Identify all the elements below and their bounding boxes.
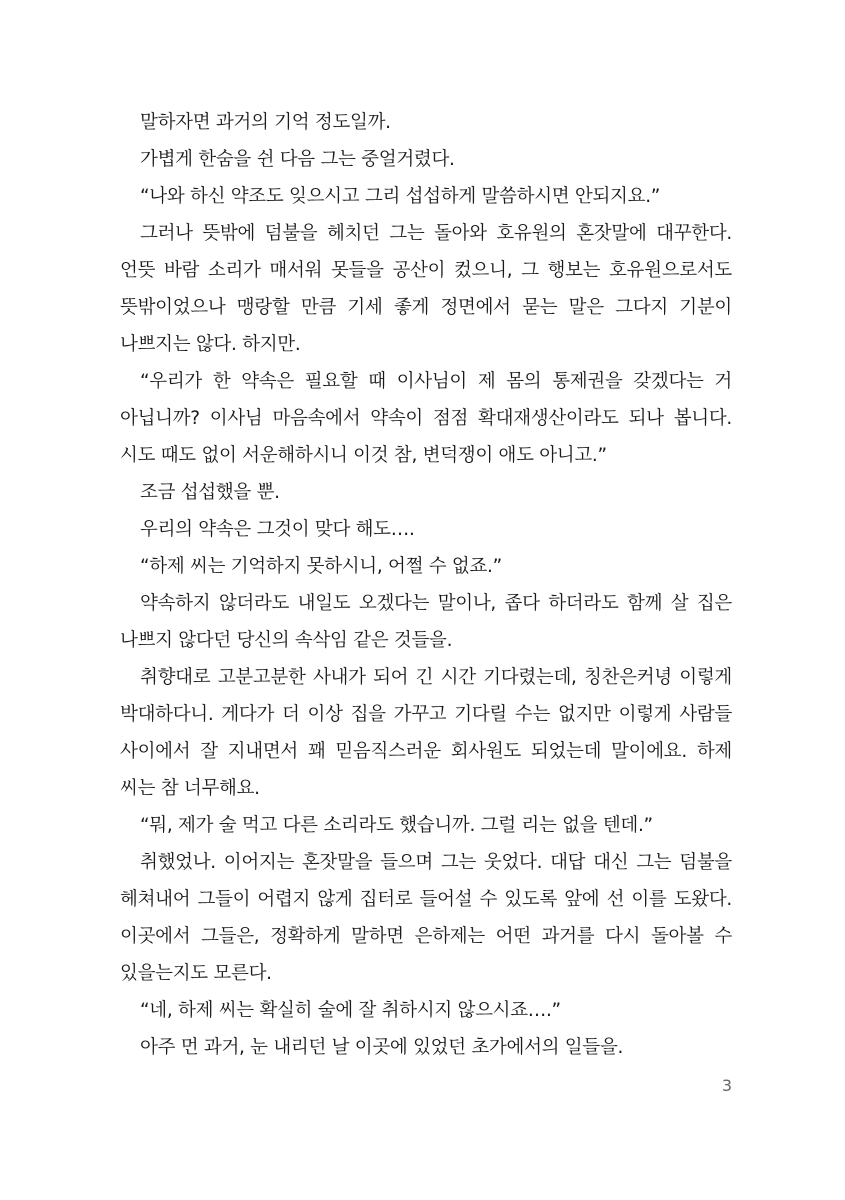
- paragraph-5: “우리가 한 약속은 필요할 때 이사님이 제 몸의 통제권을 갖겠다는 거 아닙니까? 이사님 마음속에서 약속이 점점 확대재생산이라도 되나 봅니다. 시도 때도 없이 서운해하시니 이것 참, 변덕쟁이 애도 아니고.”: [120, 371, 732, 466]
- paragraph-2: 가볍게 한숨을 쉰 다음 그는 중얼거렸다.: [140, 149, 455, 170]
- paragraph-14: 아주 먼 과거, 눈 내리던 날 이곳에 있었던 초가에서의 일들을.: [140, 1037, 624, 1058]
- paragraph-7: 우리의 약속은 그것이 맞다 해도….: [140, 519, 415, 540]
- paragraph-11: “뭐, 제가 술 먹고 다른 소리라도 했습니까. 그럴 리는 없을 텐데.”: [140, 815, 653, 836]
- document-body: [120, 104, 732, 1066]
- paragraph-1: 말하자면 과거의 기억 정도일까.: [140, 112, 391, 133]
- paragraph-13: “네, 하제 씨는 확실히 술에 잘 취하시지 않으시죠….”: [140, 1000, 561, 1021]
- paragraph-12: 취했었나. 이어지는 혼잣말을 들으며 그는 웃었다. 대답 대신 그는 덤불을 헤쳐내어 그들이 어렵지 않게 집터로 들어설 수 있도록 앞에 선 이를 도왔다. 이곳에서 그들은, 정확하게 말하면 은하제는 어떤 과거를 다시 돌아볼 수 있을는지도 모른다.: [120, 852, 732, 984]
- paragraph-6: 조금 섭섭했을 뿐.: [140, 482, 280, 503]
- paragraph-10: 취향대로 고분고분한 사내가 되어 긴 시간 기다렸는데, 칭찬은커녕 이렇게 박대하다니. 게다가 더 이상 집을 가꾸고 기다릴 수는 없지만 이렇게 사람들 사이에서 잘 지내면서 꽤 믿음직스러운 회사원도 되었는데 말이에요. 하제 씨는 참 너무해요.: [120, 667, 732, 799]
- paragraph-4: 그러나 뜻밖에 덤불을 헤치던 그는 돌아와 호유원의 혼잣말에 대꾸한다. 언뜻 바람 소리가 매서워 못들을 공산이 컸으니, 그 행보는 호유원으로서도 뜻밖이었으나 맹랑할 만큼 기세 좋게 정면에서 묻는 말은 그다지 기분이 나쁘지는 않다. 하지만.: [120, 223, 732, 355]
- paragraph-9: 약속하지 않더라도 내일도 오겠다는 말이나, 좁다 하더라도 함께 살 집은 나쁘지 않다던 당신의 속삭임 같은 것들을.: [120, 593, 732, 651]
- page-number: 3: [721, 1076, 732, 1095]
- paragraph-3: “나와 하신 약조도 잊으시고 그리 섭섭하게 말씀하시면 안되지요.”: [140, 186, 661, 207]
- paragraph-8: “하제 씨는 기억하지 못하시니, 어쩔 수 없죠.”: [140, 556, 502, 577]
